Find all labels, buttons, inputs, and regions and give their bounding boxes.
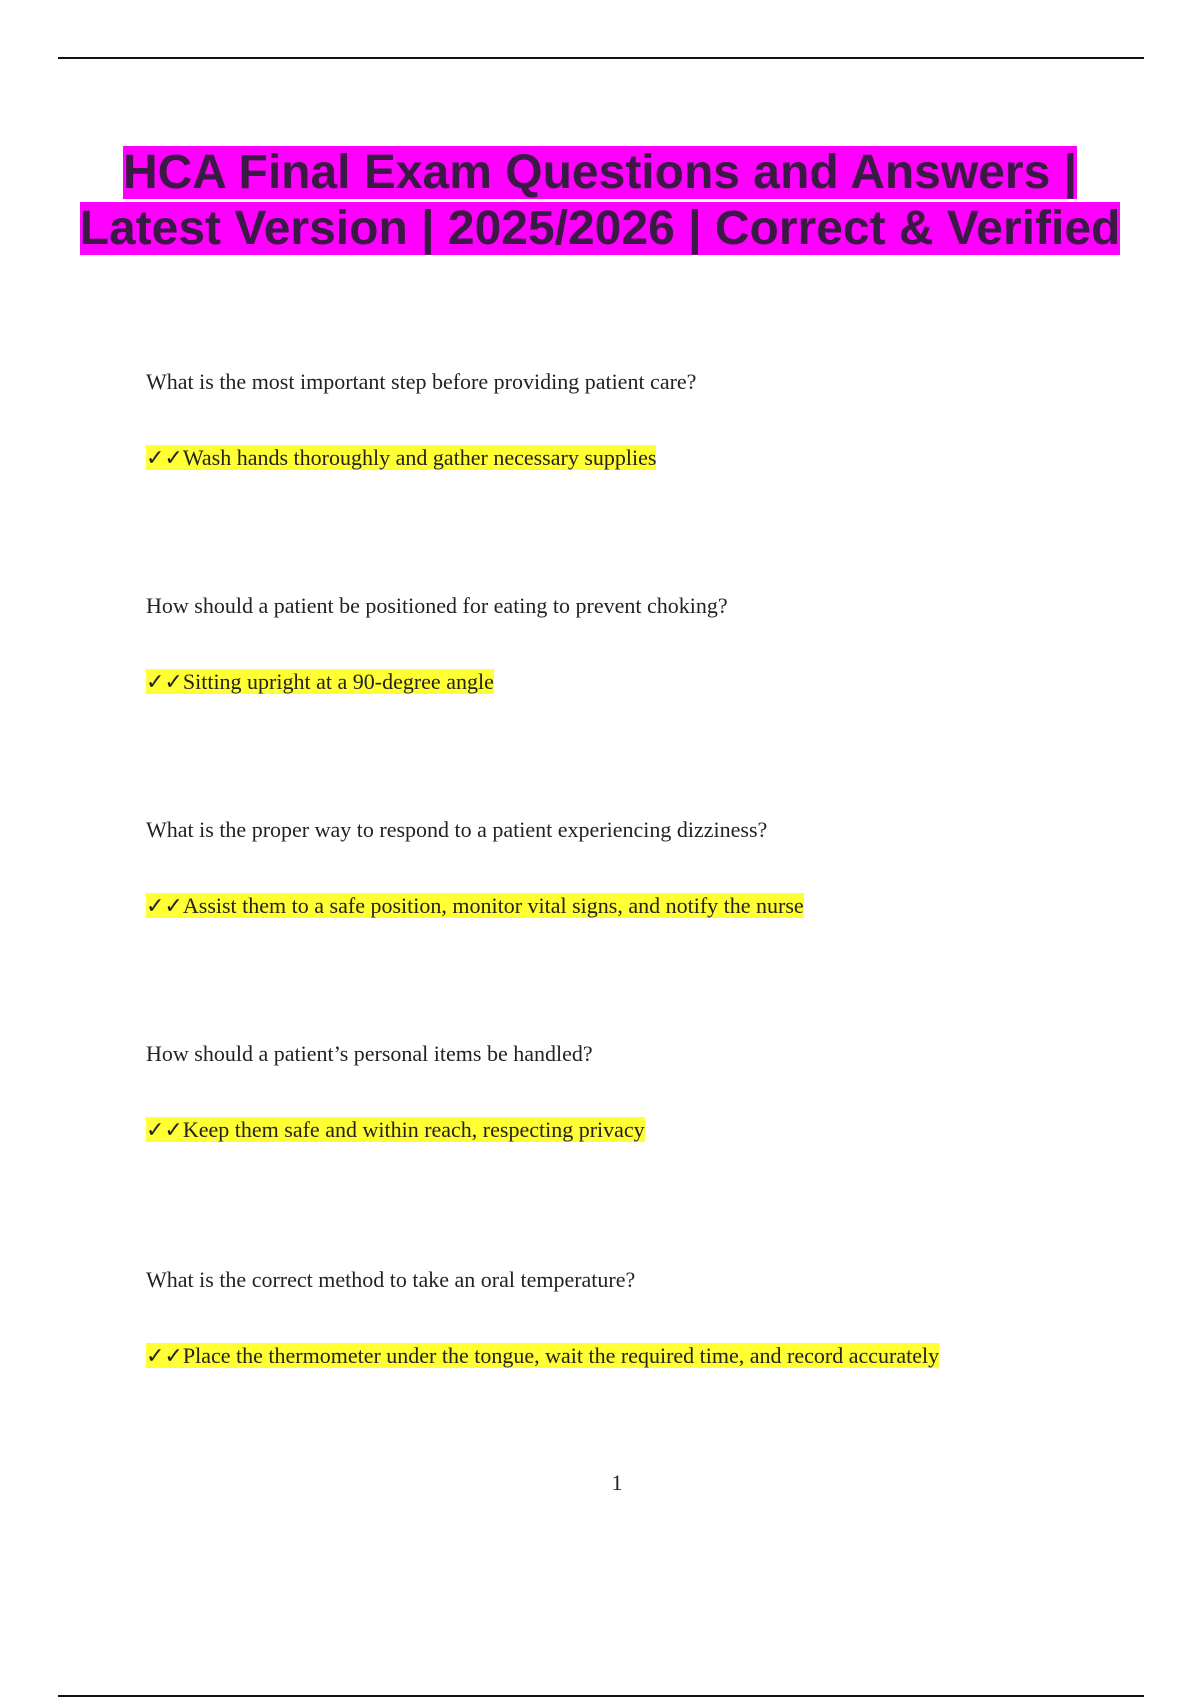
qa-item xyxy=(146,368,1146,473)
qa-item xyxy=(146,1266,1146,1371)
qa-item xyxy=(146,592,1146,697)
document-title xyxy=(60,145,1140,257)
answer-text: Place the thermometer under the tongue, wait the required time, and record accurately xyxy=(182,1343,940,1368)
qa-item xyxy=(146,816,1146,921)
question-text: What is the most important step before providing patient care? xyxy=(146,369,697,394)
title-text: HCA Final Exam Questions and Answers | Latest Version | 2025/2026 | Correct & Verified xyxy=(79,146,1121,255)
check-icon: ✓✓ xyxy=(146,1118,183,1143)
check-icon: ✓✓ xyxy=(146,1344,183,1369)
answer xyxy=(146,1116,1146,1145)
answer-highlight xyxy=(146,1117,645,1142)
answer-highlight xyxy=(146,669,494,694)
answer-text: Assist them to a safe position, monitor vital signs, and notify the nurse xyxy=(182,893,804,918)
header-rule xyxy=(58,57,1144,59)
question-text: How should a patient’s personal items be handled? xyxy=(146,1041,593,1066)
answer-highlight xyxy=(146,445,656,470)
answer-text: Sitting upright at a 90-degree angle xyxy=(182,669,494,694)
check-icon: ✓✓ xyxy=(146,670,183,695)
page-number: 1 xyxy=(611,1470,623,1495)
answer xyxy=(146,444,1146,473)
answer xyxy=(146,892,1146,921)
footer-rule xyxy=(58,1695,1144,1697)
answer-text: Keep them safe and within reach, respecting privacy xyxy=(182,1117,645,1142)
answer-highlight xyxy=(146,893,804,918)
question-text: What is the proper way to respond to a patient experiencing dizziness? xyxy=(146,817,768,842)
answer-highlight xyxy=(146,1343,939,1368)
answer xyxy=(146,1342,1146,1371)
question-text: What is the correct method to take an oral temperature? xyxy=(146,1267,636,1292)
check-icon: ✓✓ xyxy=(146,446,183,471)
check-icon: ✓✓ xyxy=(146,894,183,919)
answer-text: Wash hands thoroughly and gather necessary supplies xyxy=(182,445,657,470)
question-text: How should a patient be positioned for eating to prevent choking? xyxy=(146,593,728,618)
answer xyxy=(146,668,1146,697)
qa-item xyxy=(146,1040,1146,1145)
